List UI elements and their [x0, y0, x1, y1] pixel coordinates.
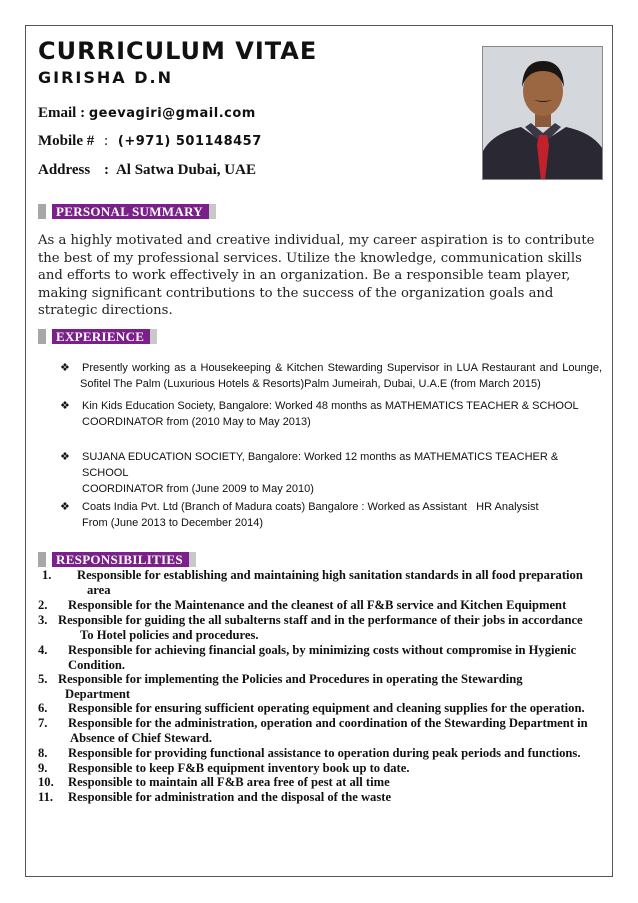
- item-line-1: Responsible for implementing the Policies and Procedures in operating the Stewarding: [58, 672, 523, 686]
- email-value[interactable]: geevagiri@gmail.com: [88, 106, 256, 121]
- item-line-2: To Hotel policies and procedures.: [80, 628, 259, 642]
- responsibility-item: [38, 672, 604, 702]
- responsibility-item: [38, 775, 604, 790]
- experience-line-1: Kin Kids Education Society, Bangalore: Worked 48 months as MATHEMATICS TEACHER & SCHOOL: [82, 400, 579, 412]
- item-number: 10.: [38, 775, 54, 789]
- item-line-1: Responsible for the administration, operation and coordination of the Stewarding Department in: [68, 716, 588, 730]
- diamond-bullet-icon: ❖: [60, 362, 70, 374]
- address-separator: :: [104, 162, 109, 178]
- item-number: 8.: [38, 746, 48, 760]
- heading-bar-left: [38, 329, 46, 344]
- item-number: 2.: [38, 598, 48, 612]
- experience-item: [60, 449, 602, 497]
- responsibility-item: [38, 568, 604, 598]
- item-number: 7.: [38, 716, 48, 730]
- item-number: 9.: [38, 761, 48, 775]
- responsibility-item: [38, 746, 604, 761]
- item-line-1: Responsible for the Maintenance and the cleanest of all F&B service and Kitchen Equipment: [68, 598, 567, 612]
- experience-line-2: Sofitel The Palm (Luxurious Hotels & Resorts)Palm Jumeirah, Dubai, U.A.E (from March 2015): [80, 378, 541, 390]
- diamond-bullet-icon: ❖: [60, 501, 70, 513]
- mobile-value: (+971) 501148457: [117, 134, 262, 149]
- mobile-separator: :: [104, 133, 109, 149]
- item-line-1: Responsible to maintain all F&B area free of pest at all time: [68, 775, 390, 789]
- item-number: 3.: [38, 613, 48, 627]
- responsibilities-label: RESPONSIBILITIES: [52, 552, 189, 567]
- heading-bar-left: [38, 552, 46, 567]
- item-number: 1.: [42, 568, 52, 582]
- experience-label: EXPERIENCE: [52, 329, 150, 344]
- address-value: Al Satwa Dubai, UAE: [115, 162, 256, 178]
- heading-bar-right: [150, 329, 157, 344]
- item-number: 11.: [38, 790, 54, 804]
- cv-title: CURRICULUM VITAE: [38, 37, 318, 65]
- experience-line-2: From (June 2013 to December 2014): [82, 517, 263, 529]
- item-line-1: Responsible for administration and the disposal of the waste: [68, 790, 392, 804]
- responsibility-item: [38, 701, 604, 716]
- diamond-bullet-icon: ❖: [60, 400, 70, 412]
- heading-bar-right: [189, 552, 196, 567]
- person-photo-icon: [483, 47, 603, 180]
- item-line-1: Responsible for ensuring sufficient operating equipment and cleaning supplies for the operation.: [68, 701, 585, 715]
- experience-line-2: COORDINATOR from (2010 May to May 2013): [82, 416, 311, 428]
- heading-bar-left: [38, 204, 46, 219]
- item-line-2: area: [87, 583, 111, 597]
- address-line: [38, 160, 256, 180]
- personal-summary-heading: [38, 204, 216, 219]
- address-label: Address: [38, 162, 91, 178]
- item-line-1: Responsible to keep F&B equipment inventory book up to date.: [68, 761, 410, 775]
- experience-item: [60, 360, 602, 392]
- email-label: Email :: [38, 105, 86, 121]
- responsibility-item: [38, 643, 604, 673]
- email-line: [38, 103, 256, 124]
- item-line-2: Department: [65, 687, 131, 701]
- responsibility-item: [38, 598, 604, 613]
- profile-photo: [482, 46, 603, 180]
- experience-item: [60, 398, 602, 430]
- personal-summary-label: PERSONAL SUMMARY: [52, 204, 209, 219]
- responsibility-item: [38, 716, 604, 746]
- experience-item: [60, 499, 602, 531]
- heading-bar-right: [209, 204, 216, 219]
- responsibility-item: [38, 790, 604, 805]
- diamond-bullet-icon: ❖: [60, 451, 70, 463]
- responsibility-item: [38, 613, 604, 643]
- experience-heading: [38, 329, 157, 344]
- item-line-1: Responsible for providing functional assistance to operation during peak periods and functions.: [68, 746, 581, 760]
- item-line-1: Responsible for establishing and maintaining high sanitation standards in all food preparation: [77, 568, 583, 582]
- summary-paragraph: As a highly motivated and creative individual, my career aspiration is to contribute the best of my professional services. Utilize the knowledge, communication skills and efforts to work effectively in an organization. Be a responsible team player, making significant contributions to the success of the organization goals and strategic directions.: [38, 233, 595, 318]
- item-line-2: Absence of Chief Steward.: [70, 731, 213, 745]
- mobile-label: Mobile #: [38, 133, 95, 149]
- item-line-1: Responsible for achieving financial goals, by minimizing costs without compromise in Hygienic: [68, 643, 577, 657]
- mobile-line: [38, 131, 262, 152]
- item-number: 4.: [38, 643, 48, 657]
- item-line-2: Condition.: [68, 658, 126, 672]
- responsibility-item: [38, 761, 604, 776]
- experience-line-2: COORDINATOR from (June 2009 to May 2010): [82, 483, 314, 495]
- item-number: 5.: [38, 672, 48, 686]
- item-number: 6.: [38, 701, 48, 715]
- candidate-name: GIRISHA D.N: [38, 68, 173, 87]
- item-line-1: Responsible for guiding the all subalterns staff and in the performance of their jobs in accordance: [58, 613, 583, 627]
- responsibilities-heading: [38, 552, 196, 567]
- experience-line-1: SUJANA EDUCATION SOCIETY, Bangalore: Worked 12 months as MATHEMATICS TEACHER & SCHOOL: [82, 451, 559, 479]
- experience-line-1: Coats India Pvt. Ltd (Branch of Madura coats) Bangalore : Worked as Assistant HR Analysist: [82, 501, 539, 513]
- experience-line-1: Presently working as a Housekeeping & Kitchen Stewarding Supervisor in LUA Restaurant and Lounge,: [82, 362, 602, 374]
